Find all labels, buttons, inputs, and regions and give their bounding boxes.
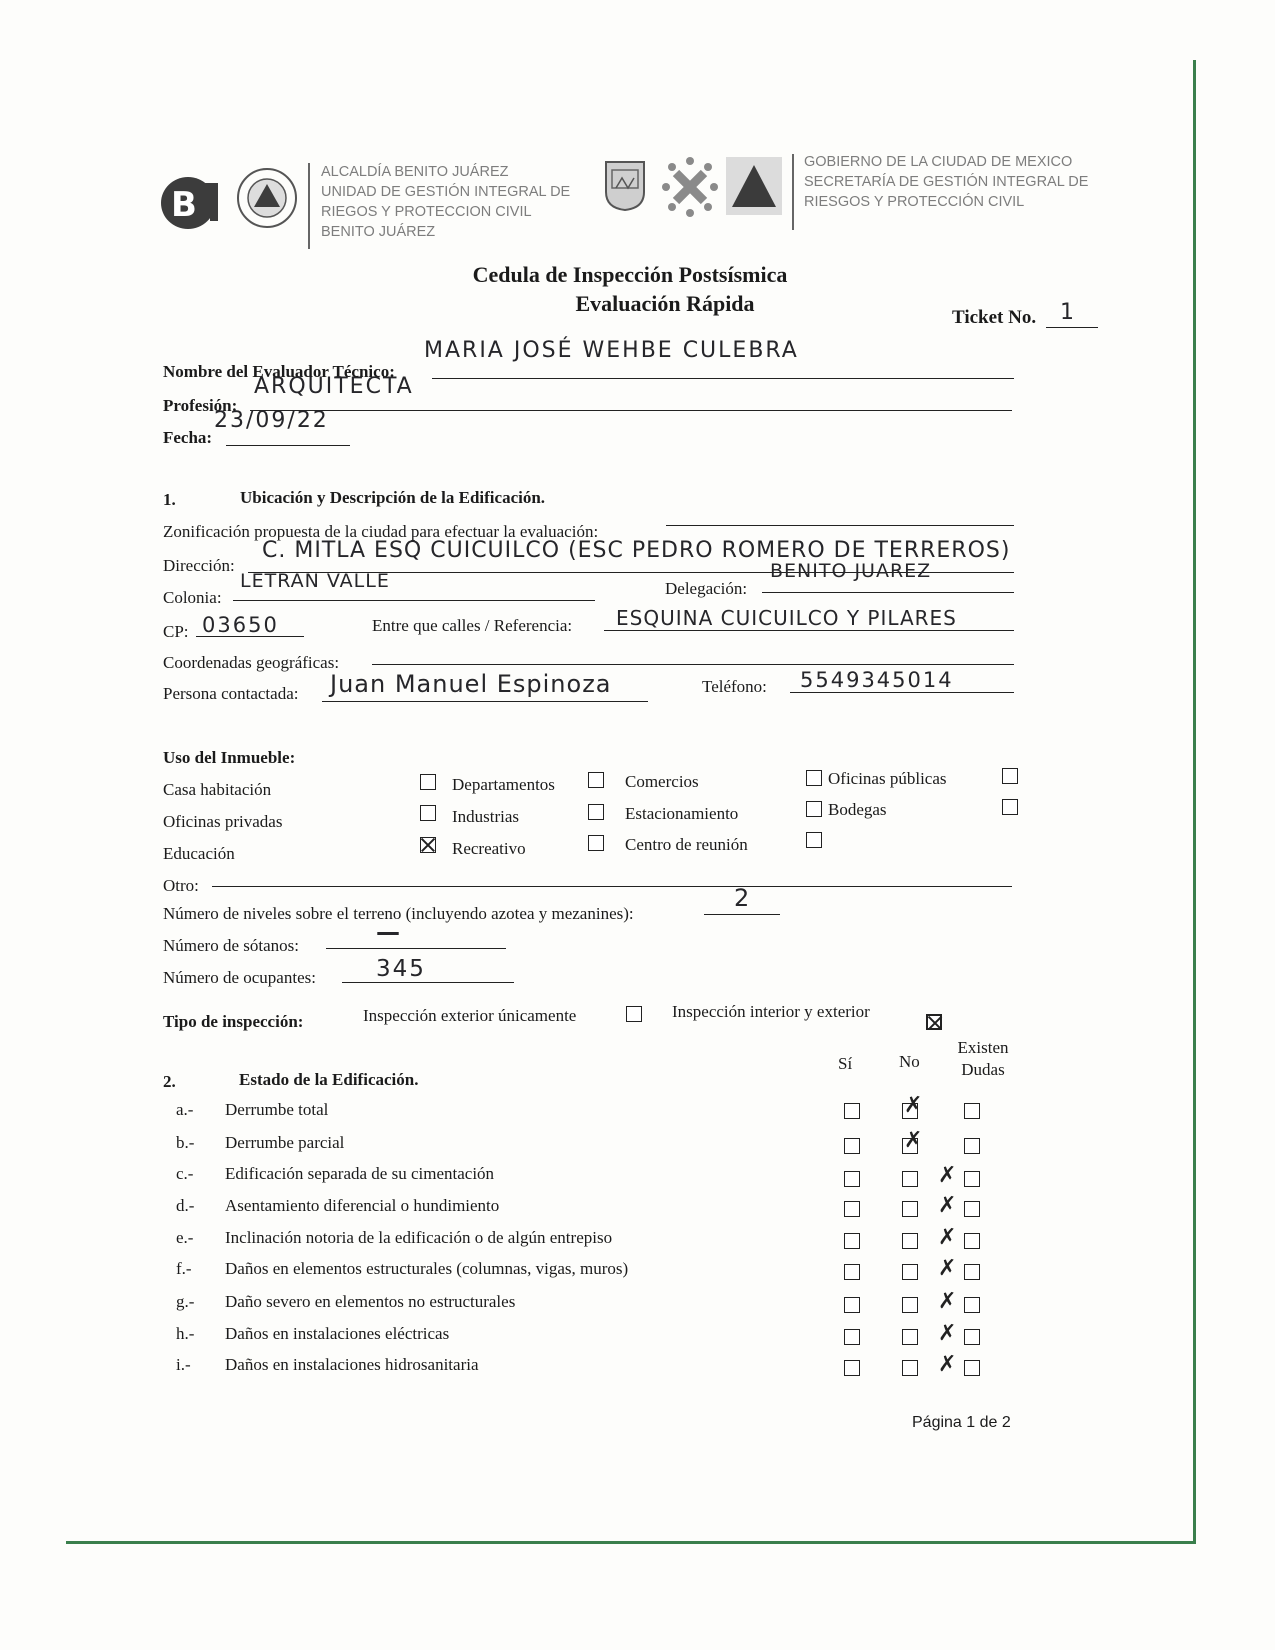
- section1-title: Ubicación y Descripción de la Edificación.: [240, 488, 546, 507]
- niveles-value[interactable]: 2: [734, 884, 752, 912]
- telefono-line: [790, 692, 1014, 693]
- uso-industrias: Industrias: [452, 807, 520, 826]
- checkbox-dudas[interactable]: [964, 1103, 980, 1119]
- section1-number: 1.: [163, 490, 176, 509]
- damage-item-text: Daños en instalaciones eléctricas: [225, 1324, 450, 1343]
- mark-dudas: ✗: [938, 1352, 957, 1377]
- coordenadas-line: [372, 664, 1014, 665]
- damage-item-letter: a.-: [176, 1100, 194, 1119]
- delegacion-value[interactable]: BENITO JUAREZ: [770, 560, 932, 582]
- checkbox-no[interactable]: [902, 1171, 918, 1187]
- gobierno-text: GOBIERNO DE LA CIUDAD DE MEXICO SECRETARÍA DE GESTIÓN INTEGRAL DE RIESGOS Y PROTECCIÓN CIVIL: [804, 154, 1089, 210]
- ticket-line: [1046, 327, 1098, 328]
- uso-casa-habitacion: Casa habitación: [163, 780, 272, 799]
- niveles-line: [704, 914, 780, 915]
- damage-item-text: Inclinación notoria de la edificación o de algún entrepiso: [225, 1228, 613, 1247]
- telefono-value[interactable]: 5549345014: [800, 668, 954, 692]
- bj-logo: [158, 173, 228, 231]
- date-value[interactable]: 23/09/22: [214, 408, 329, 433]
- mark-no: ✗: [904, 1128, 923, 1153]
- checkbox-no[interactable]: [902, 1297, 918, 1313]
- checkbox-industrias[interactable]: [588, 804, 604, 820]
- entre-line: [604, 630, 1014, 631]
- mark-dudas: ✗: [938, 1289, 957, 1314]
- checkbox-comercios[interactable]: [806, 770, 822, 786]
- damage-item-text: Daño severo en elementos no estructurales: [225, 1292, 516, 1311]
- mark-dudas: ✗: [938, 1163, 957, 1188]
- profession-label: Profesión:: [163, 396, 238, 415]
- telefono-label: Teléfono:: [702, 677, 767, 696]
- col-dudas-line1: Existen: [957, 1038, 1009, 1057]
- cp-label: CP:: [163, 622, 189, 641]
- sotanos-label: Número de sótanos:: [163, 936, 299, 955]
- delegacion-line: [762, 592, 1014, 593]
- persona-value[interactable]: Juan Manuel Espinoza: [330, 670, 612, 698]
- checkbox-si[interactable]: [844, 1329, 860, 1345]
- checkbox-dudas[interactable]: [964, 1233, 980, 1249]
- checkbox-no[interactable]: [902, 1264, 918, 1280]
- colonia-value[interactable]: LETRAN VALLE: [240, 570, 390, 592]
- evaluator-name-value[interactable]: MARIA JOSÉ WEHBE CULEBRA: [424, 338, 799, 363]
- damage-item-letter: e.-: [176, 1228, 194, 1247]
- form-subtitle: Evaluación Rápida: [575, 291, 755, 316]
- evaluator-name-label: Nombre del Evaluador Técnico:: [163, 362, 395, 381]
- otro-line: [212, 886, 1012, 887]
- alcaldia-text: ALCALDÍA BENITO JUÁREZ UNIDAD DE GESTIÓN INTEGRAL DE RIEGOS Y PROTECCION CIVIL BENITO JUÁREZ: [321, 164, 571, 240]
- checkbox-recreativo[interactable]: [588, 835, 604, 851]
- persona-label: Persona contactada:: [163, 684, 299, 703]
- uso-title: Uso del Inmueble:: [163, 748, 296, 767]
- form-title: Cedula de Inspección Postsísmica: [472, 262, 788, 287]
- inspection-label: Tipo de inspección:: [163, 1012, 304, 1031]
- sotanos-line: [326, 948, 506, 949]
- damage-item-letter: h.-: [176, 1324, 195, 1343]
- direccion-value[interactable]: C. MITLA ESQ CUICUILCO (ESC PEDRO ROMERO DE TERREROS): [262, 538, 1011, 563]
- coordenadas-label: Coordenadas geográficas:: [163, 653, 340, 672]
- svg-text:B: B: [171, 185, 197, 225]
- checkbox-inspection-interior[interactable]: [926, 1014, 942, 1030]
- checkbox-no[interactable]: [902, 1360, 918, 1376]
- damage-item-text: Edificación separada de su cimentación: [225, 1164, 495, 1183]
- checkbox-casa-habitacion[interactable]: [420, 774, 436, 790]
- checkbox-dudas[interactable]: [964, 1201, 980, 1217]
- checkbox-no[interactable]: [902, 1233, 918, 1249]
- damage-item-letter: g.-: [176, 1292, 195, 1311]
- date-label: Fecha:: [163, 428, 213, 447]
- damage-item-text: Asentamiento diferencial o hundimiento: [225, 1196, 500, 1215]
- profession-value[interactable]: ARQUITECTA: [254, 374, 414, 399]
- damage-item-text: Derrumbe parcial: [225, 1133, 345, 1152]
- uso-centro-de-reunion: Centro de reunión: [625, 835, 748, 854]
- checkbox-dudas[interactable]: [964, 1171, 980, 1187]
- sotanos-value[interactable]: —: [376, 918, 402, 946]
- delegacion-label: Delegación:: [665, 579, 748, 598]
- uso-departamentos: Departamentos: [452, 775, 555, 794]
- uso-oficinas-publicas: Oficinas públicas: [828, 769, 947, 788]
- evaluator-name-line: [432, 378, 1014, 379]
- damage-item-text: Derrumbe total: [225, 1100, 329, 1119]
- mark-dudas: ✗: [938, 1193, 957, 1218]
- section2-title: Estado de la Edificación.: [239, 1070, 419, 1089]
- checkbox-si[interactable]: [844, 1264, 860, 1280]
- col-dudas-header: [950, 1037, 1016, 1081]
- entre-value[interactable]: ESQUINA CUICUILCO Y PILARES: [616, 606, 957, 630]
- checkbox-estacionamiento[interactable]: [806, 801, 822, 817]
- bottom-edge-line: [66, 1541, 1196, 1544]
- entre-label: Entre que calles / Referencia:: [372, 616, 573, 635]
- checkbox-centro-de-reunion[interactable]: [806, 832, 822, 848]
- damage-item-letter: b.-: [176, 1133, 195, 1152]
- inspection-interior-label: Inspección interior y exterior: [672, 1002, 870, 1021]
- uso-bodegas: Bodegas: [828, 800, 887, 819]
- date-line: [226, 445, 350, 446]
- right-edge-line: [1193, 60, 1196, 1544]
- cdmx-coat-of-arms: [604, 160, 646, 212]
- header-divider-right: [792, 154, 794, 230]
- checkbox-si[interactable]: [844, 1360, 860, 1376]
- colonia-line: [233, 600, 595, 601]
- checkbox-inspection-exterior[interactable]: [626, 1006, 642, 1022]
- damage-item-text: Daños en instalaciones hidrosanitaria: [225, 1355, 479, 1374]
- colonia-label: Colonia:: [163, 588, 222, 607]
- col-dudas-line2: Dudas: [961, 1060, 1005, 1079]
- ocupantes-value[interactable]: 345: [376, 956, 426, 982]
- checkbox-dudas[interactable]: [964, 1329, 980, 1345]
- col-no-header: No: [899, 1052, 920, 1071]
- checkbox-si[interactable]: [844, 1233, 860, 1249]
- checkbox-dudas[interactable]: [964, 1264, 980, 1280]
- cdmx-emblem: [662, 155, 718, 219]
- checkbox-si[interactable]: [844, 1297, 860, 1313]
- ocupantes-line: [342, 982, 514, 983]
- checkbox-oficinas-publicas[interactable]: [1002, 768, 1018, 784]
- checkbox-dudas[interactable]: [964, 1297, 980, 1313]
- triangle-logo: [726, 157, 782, 215]
- otro-label: Otro:: [163, 876, 199, 895]
- checkbox-dudas[interactable]: [964, 1360, 980, 1376]
- damage-item-text: Daños en elementos estructurales (columnas, vigas, muros): [225, 1259, 629, 1278]
- checkbox-educacion[interactable]: [420, 837, 436, 853]
- uso-estacionamiento: Estacionamiento: [625, 804, 739, 823]
- zonificacion-line: [666, 525, 1014, 526]
- mark-dudas: ✗: [938, 1321, 957, 1346]
- profession-line: [250, 410, 1012, 411]
- direccion-label: Dirección:: [163, 556, 235, 575]
- niveles-label: Número de niveles sobre el terreno (incluyendo azotea y mezanines):: [163, 904, 634, 923]
- ocupantes-label: Número de ocupantes:: [163, 968, 316, 987]
- checkbox-oficinas-privadas[interactable]: [420, 805, 436, 821]
- persona-line: [322, 701, 648, 702]
- checkbox-departamentos[interactable]: [588, 772, 604, 788]
- checkbox-si[interactable]: [844, 1171, 860, 1187]
- checkbox-si[interactable]: [844, 1201, 860, 1217]
- checkbox-no[interactable]: [902, 1329, 918, 1345]
- page-number: Página 1 de 2: [912, 1414, 1011, 1431]
- proteccion-civil-seal: [236, 167, 298, 229]
- col-si-header: Sí: [838, 1054, 853, 1073]
- checkbox-dudas[interactable]: [964, 1138, 980, 1154]
- ticket-label: Ticket No.: [952, 307, 1037, 328]
- checkbox-no[interactable]: [902, 1201, 918, 1217]
- cp-value[interactable]: 03650: [202, 613, 279, 637]
- uso-oficinas-privadas: Oficinas privadas: [163, 812, 283, 831]
- checkbox-bodegas[interactable]: [1002, 799, 1018, 815]
- mark-no: ✗: [904, 1093, 923, 1118]
- uso-comercios: Comercios: [625, 772, 699, 791]
- mark-dudas: ✗: [938, 1225, 957, 1250]
- checkbox-si[interactable]: [844, 1103, 860, 1119]
- zonificacion-label: Zonificación propuesta de la ciudad para efectuar la evaluación:: [163, 522, 599, 541]
- inspection-exterior-label: Inspección exterior únicamente: [363, 1006, 577, 1025]
- ticket-value[interactable]: 1: [1060, 300, 1076, 325]
- damage-item-letter: f.-: [176, 1259, 192, 1278]
- uso-educacion: Educación: [163, 844, 235, 863]
- damage-item-letter: c.-: [176, 1164, 194, 1183]
- damage-item-letter: d.-: [176, 1196, 195, 1215]
- header-divider-left: [308, 163, 310, 249]
- mark-dudas: ✗: [938, 1256, 957, 1281]
- checkbox-si[interactable]: [844, 1138, 860, 1154]
- uso-recreativo: Recreativo: [452, 839, 526, 858]
- damage-item-letter: i.-: [176, 1355, 191, 1374]
- section2-number: 2.: [163, 1072, 176, 1091]
